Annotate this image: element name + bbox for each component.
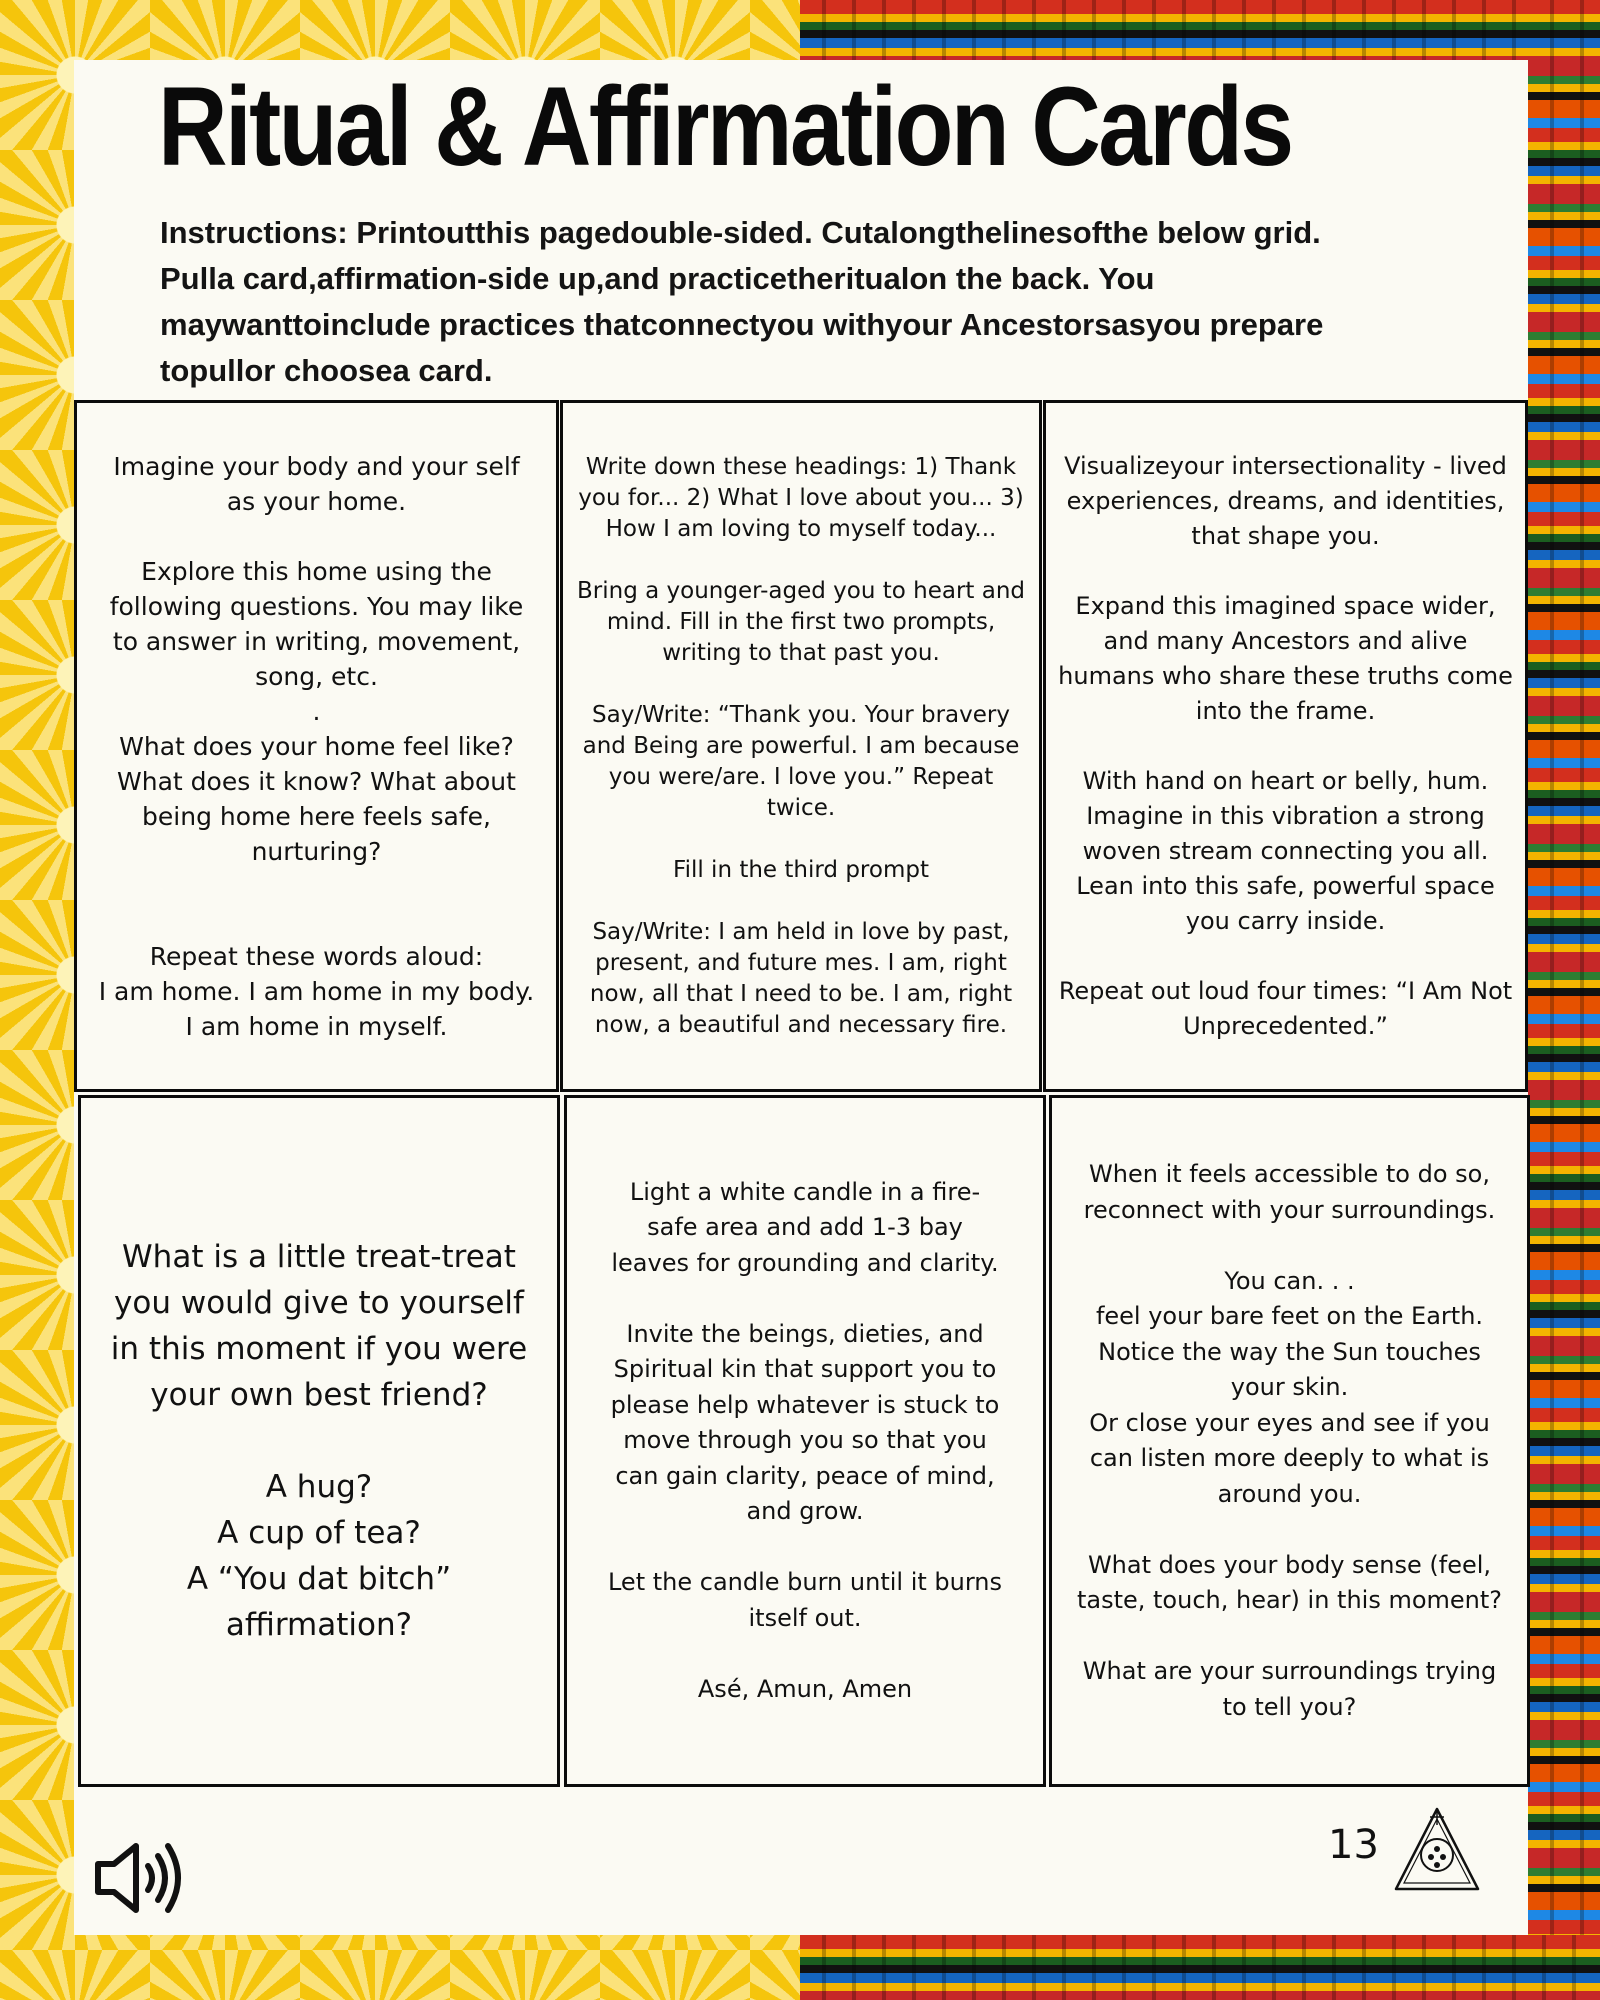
page-title: Ritual & Affirmation Cards (158, 64, 1292, 189)
card-home-in-body (74, 400, 559, 1092)
card-text: Imagine your body and your self as your home. Explore this home using the following questions. You may like to answer in writing, movement, song, etc. . What does your home feel like? What does it know? What about being home here feels safe, nurturing? Repeat these words aloud: I am home. I am home in my body. I am home in myself. (98, 451, 535, 1041)
kente-border-top (800, 0, 1600, 60)
card-text: Write down these headings: 1) Thank you for... 2) What I love about you... 3) How I am loving to myself today... Bring a younger-aged you to heart and mind. Fill in the first two prompts, writing to that past you. Say/Write: “Thank you. Your bravery and Being are powerful. I am because you were/are. I love you.” Repeat twice. Fill in the third prompt Say/Write: I am held in love by past, present, and future mes. I am, right now, all that I need to be. I am, right now, a beautiful and necessary fire. (577, 453, 1025, 1038)
card-grid (74, 400, 1530, 1788)
kente-border-bottom (800, 1935, 1600, 2000)
card-treat-yourself (78, 1095, 560, 1787)
speaker-icon[interactable] (92, 1838, 186, 1918)
card-text: Light a white candle in a fire-safe area and add 1-3 bay leaves for grounding and clarity. Invite the beings, dieties, and Spiritual kin that support you to please help whatever is stuck to move through you so that you can gain clarity, peace of mind, and grow. Let the candle burn until it burns itself out. Asé, Amun, Amen (607, 1177, 1003, 1703)
instructions-text: Instructions: Printoutthis pagedouble-sided. Cutalongthelinesofthe below grid. Pulla card,affirmation-side up,and practicetheritualon the back. You maywanttoinclude practices thatconnectyou withyour Ancestorsasyou prepare topullor choosea card. (160, 215, 1324, 388)
card-text: When it feels accessible to do so, reconnect with your surroundings. You can. . . feel your bare feet on the Earth. Notice the way the Sun touches your skin. Or close your eyes and see if you can listen more deeply to what is around you. What does your body sense (feel, taste, touch, hear) in this moment? What are your surroundings trying to tell you? (1076, 1160, 1503, 1721)
triangle-logo-icon (1392, 1805, 1482, 1895)
card-write-headings (560, 400, 1042, 1092)
card-white-candle (564, 1095, 1046, 1787)
kente-border-right (1528, 0, 1600, 2000)
page-number: 13 (1328, 1822, 1379, 1868)
card-reconnect-surroundings (1049, 1095, 1530, 1787)
card-intersectionality (1043, 400, 1528, 1092)
card-text: Visualizeyour intersectionality - lived experiences, dreams, and identities, that shape you. Expand this imagined space wider, and many Ancestors and alive humans who share these truths come into the frame. With hand on heart or belly, hum. Imagine in this vibration a strong woven stream connecting you all. Lean into this safe, powerful space you carry inside. Repeat out loud four times: “I Am Not Unprecedented.” (1058, 451, 1513, 1040)
card-text: What is a little treat-treat you would give to yourself in this moment if you were your own best friend? A hug? A cup of tea? A “You dat bitch” affirmation? (110, 1239, 528, 1643)
